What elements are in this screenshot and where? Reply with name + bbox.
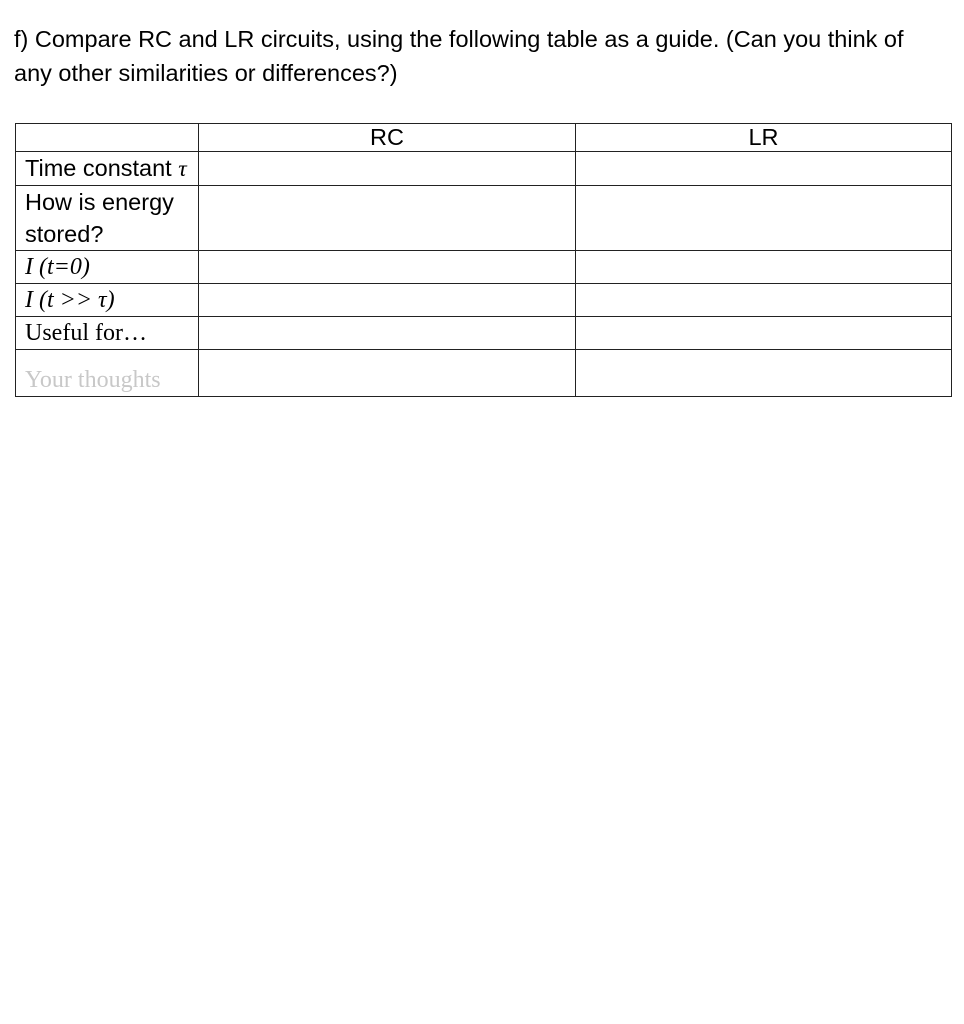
row-label-your-thoughts[interactable]: Your thoughts: [16, 350, 199, 397]
header-corner-cell: [16, 124, 199, 152]
cell-rc-energy-storage[interactable]: [199, 186, 576, 251]
cell-lr-useful-for[interactable]: [576, 317, 952, 350]
table-row: [16, 251, 952, 284]
cell-rc-current-steady[interactable]: [199, 284, 576, 317]
row-label-text: Time constant: [25, 155, 172, 181]
table-row: [16, 350, 952, 397]
cell-lr-time-constant[interactable]: [576, 152, 952, 186]
column-header-rc: RC: [199, 124, 576, 152]
table-row: [16, 317, 952, 350]
table-row: [16, 186, 952, 251]
cell-lr-energy-storage[interactable]: [576, 186, 952, 251]
cell-lr-your-thoughts[interactable]: [576, 350, 952, 397]
table-header-row: [16, 124, 952, 152]
cell-rc-useful-for[interactable]: [199, 317, 576, 350]
row-label-current-initial: I (t=0): [16, 251, 199, 284]
row-label-current-steady: I (t >> τ): [16, 284, 199, 317]
cell-rc-your-thoughts[interactable]: [199, 350, 576, 397]
cell-lr-current-steady[interactable]: [576, 284, 952, 317]
comparison-table: [15, 123, 952, 397]
row-label-time-constant: [16, 152, 199, 186]
cell-rc-time-constant[interactable]: [199, 152, 576, 186]
column-header-lr: LR: [576, 124, 952, 152]
cell-rc-current-initial[interactable]: [199, 251, 576, 284]
table-row: [16, 284, 952, 317]
cell-lr-current-initial[interactable]: [576, 251, 952, 284]
row-label-energy-storage: How is energy stored?: [16, 186, 199, 251]
question-prompt: f) Compare RC and LR circuits, using the following table as a guide. (Can you think of any other similarities or differences?): [14, 26, 904, 86]
tau-symbol: τ: [178, 156, 187, 182]
row-label-useful-for: Useful for…: [16, 317, 199, 350]
table-row: [16, 152, 952, 186]
